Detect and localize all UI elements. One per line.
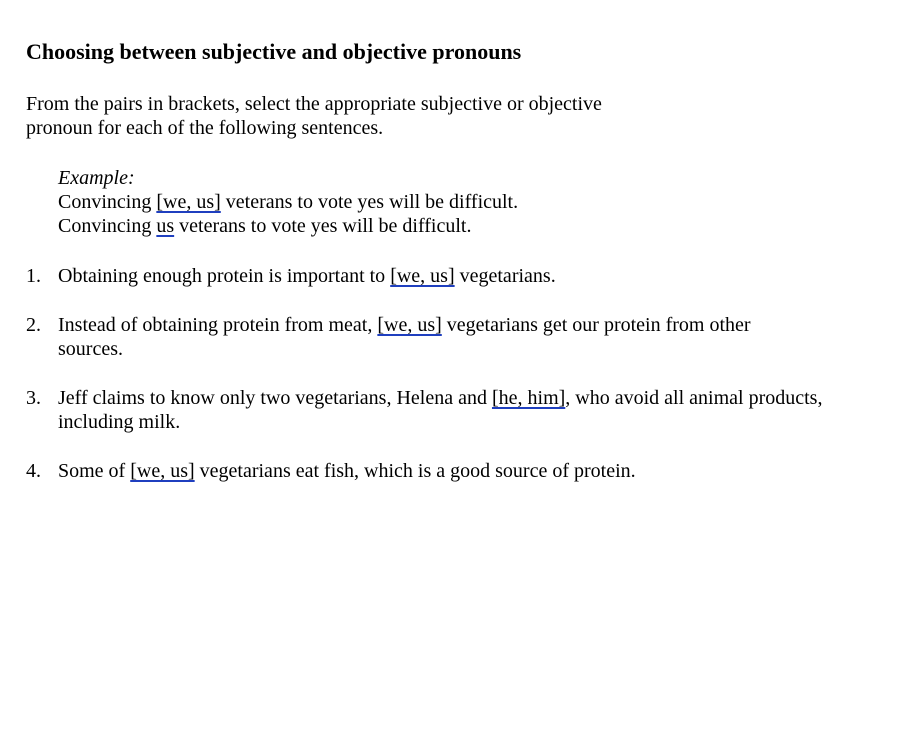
example-block <box>58 166 908 238</box>
question-item-3 <box>26 386 828 434</box>
question-text-before: Instead of obtaining protein from meat, <box>58 314 378 336</box>
example-answer-before: Convincing <box>58 215 157 237</box>
question-text-after: vegetarians eat fish, which is a good source of protein. <box>194 460 636 482</box>
question-item-2 <box>26 313 758 361</box>
question-number: 2. <box>26 314 41 336</box>
page-title: Choosing between subjective and objective pronouns <box>26 39 522 64</box>
example-question-after: veterans to vote yes will be difficult. <box>220 191 519 213</box>
example-pronoun-choice: [we, us] <box>156 191 221 213</box>
example-question-before: Convincing <box>58 191 157 213</box>
instructions-text: From the pairs in brackets, select the appropriate subjective or objective pronoun for each of the following sentences. <box>26 93 602 139</box>
question-text-after: , who avoid all animal products, including milk. <box>58 387 823 433</box>
question-text-after: vegetarians get our protein from other sources. <box>58 314 751 360</box>
question-number: 4. <box>26 460 41 482</box>
example-answer-line <box>58 214 908 238</box>
pronoun-choice: [we, us] <box>377 314 442 336</box>
question-text-before: Jeff claims to know only two vegetarians, Helena and <box>58 387 492 409</box>
example-question-line <box>58 190 908 214</box>
question-text-before: Obtaining enough protein is important to <box>58 265 391 287</box>
example-label: Example: <box>58 167 135 189</box>
pronoun-choice: [he, him] <box>491 387 566 409</box>
pronoun-choice: [we, us] <box>130 460 195 482</box>
question-list <box>26 264 908 483</box>
question-text-before: Some of <box>58 460 131 482</box>
question-text-after: vegetarians. <box>454 265 556 287</box>
question-number: 3. <box>26 387 41 409</box>
pronoun-choice: [we, us] <box>390 265 455 287</box>
example-answer-pronoun: us <box>156 215 175 237</box>
question-item-1 <box>26 264 828 288</box>
question-number: 1. <box>26 265 41 287</box>
question-item-4 <box>26 459 828 483</box>
example-answer-after: veterans to vote yes will be difficult. <box>174 215 472 237</box>
